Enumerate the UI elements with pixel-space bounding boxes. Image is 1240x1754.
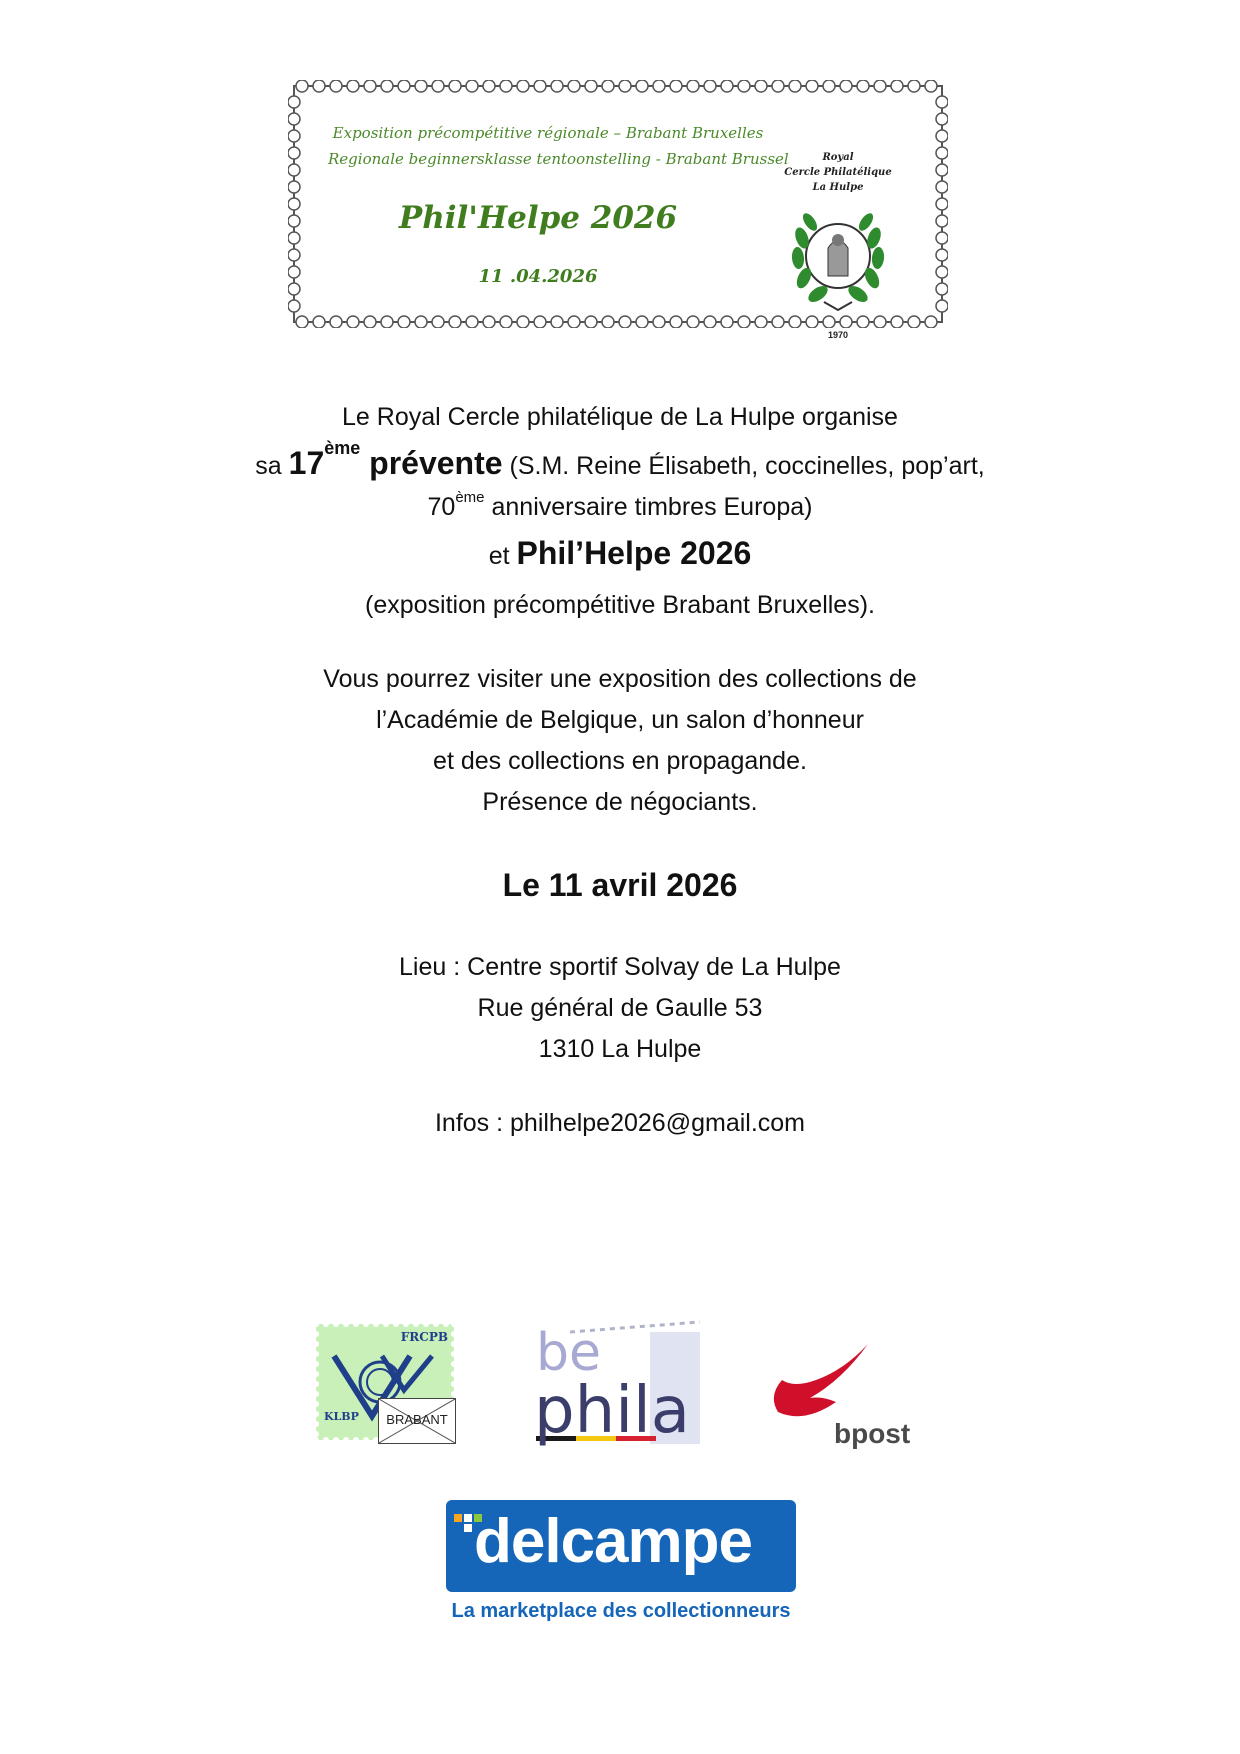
perforation bbox=[288, 164, 300, 176]
perforation bbox=[333, 1437, 339, 1443]
perforation bbox=[296, 316, 308, 328]
event-date-heading: Le 11 avril 2026 bbox=[502, 867, 738, 903]
perforation bbox=[936, 300, 948, 312]
perforation bbox=[772, 316, 784, 328]
perforation bbox=[343, 1321, 349, 1327]
perforation bbox=[823, 80, 835, 92]
stamp-subtitle-nl: Regionale beginnersklasse tentoonstelling - Brabant Brussel bbox=[328, 150, 789, 168]
perforation bbox=[936, 147, 948, 159]
delcampe-tagline: La marketplace des collectionneurs bbox=[451, 1600, 791, 1622]
perforation bbox=[347, 316, 359, 328]
bephila-logo bbox=[530, 1312, 708, 1452]
perforation bbox=[313, 1421, 319, 1427]
perforation bbox=[330, 80, 342, 92]
perforation bbox=[451, 1391, 457, 1397]
klbp-label: KLBP bbox=[324, 1410, 359, 1423]
perforation bbox=[288, 147, 300, 159]
perforation bbox=[381, 80, 393, 92]
intro-line-5: (exposition précompétitive Brabant Bruxelles). bbox=[365, 591, 875, 619]
bpost-logo bbox=[764, 1340, 934, 1450]
perforation bbox=[936, 198, 948, 210]
perforation bbox=[288, 215, 300, 227]
perforation bbox=[936, 232, 948, 244]
perforation bbox=[936, 181, 948, 193]
perforation bbox=[517, 316, 529, 328]
perforation bbox=[432, 316, 444, 328]
perforation bbox=[330, 316, 342, 328]
perforation bbox=[288, 249, 300, 261]
frcpb-logo bbox=[312, 1320, 458, 1444]
perforation bbox=[517, 80, 529, 92]
perforation bbox=[398, 80, 410, 92]
perforation bbox=[738, 316, 750, 328]
perforation bbox=[585, 316, 597, 328]
perforation bbox=[347, 80, 359, 92]
intro-line-2-prefix: sa bbox=[255, 452, 289, 480]
perforation bbox=[908, 316, 920, 328]
brabant-badge bbox=[378, 1398, 456, 1444]
perforation bbox=[755, 80, 767, 92]
perforation bbox=[500, 80, 512, 92]
bpost-horn-icon bbox=[764, 1340, 874, 1420]
perforation bbox=[534, 80, 546, 92]
perforation bbox=[636, 80, 648, 92]
stamp-event-title: Phil'Helpe 2026 bbox=[398, 200, 678, 236]
delcampe-badge bbox=[446, 1500, 796, 1592]
perforation bbox=[721, 316, 733, 328]
prevente-number-suffix: ème bbox=[324, 438, 361, 459]
perforation bbox=[313, 1431, 319, 1437]
perforation bbox=[288, 96, 300, 108]
perforation bbox=[653, 80, 665, 92]
perforation bbox=[313, 1381, 319, 1387]
perforation bbox=[313, 1331, 319, 1337]
bephila-phila-text: phila bbox=[534, 1374, 690, 1448]
perforation bbox=[432, 80, 444, 92]
perforation bbox=[288, 198, 300, 210]
visit-line-1: Vous pourrez visiter une exposition des collections de bbox=[323, 665, 917, 693]
perforation bbox=[313, 1411, 319, 1417]
perforation bbox=[466, 316, 478, 328]
europa-text: anniversaire timbres Europa) bbox=[484, 493, 813, 521]
perforation bbox=[789, 80, 801, 92]
perforation bbox=[704, 316, 716, 328]
perforation bbox=[936, 283, 948, 295]
perforation bbox=[451, 1351, 457, 1357]
perforation bbox=[936, 96, 948, 108]
delcampe-logo bbox=[446, 1500, 796, 1630]
bephila-stamp-icon bbox=[530, 1312, 708, 1452]
perforation bbox=[288, 232, 300, 244]
perforation bbox=[755, 316, 767, 328]
perforation bbox=[891, 80, 903, 92]
perforation bbox=[874, 80, 886, 92]
perforation bbox=[313, 1321, 319, 1327]
perforation bbox=[313, 1437, 319, 1443]
perforation bbox=[840, 80, 852, 92]
perforation bbox=[288, 266, 300, 278]
perforation bbox=[451, 1331, 457, 1337]
perforation bbox=[313, 1401, 319, 1407]
perforation bbox=[721, 80, 733, 92]
prevente-number bbox=[288, 438, 361, 481]
perforation bbox=[653, 316, 665, 328]
perforation bbox=[383, 1321, 389, 1327]
brabant-label: BRABANT bbox=[386, 1412, 448, 1427]
perforation bbox=[449, 80, 461, 92]
perforation bbox=[936, 113, 948, 125]
perforation bbox=[636, 316, 648, 328]
perforation bbox=[602, 316, 614, 328]
perforation bbox=[772, 80, 784, 92]
intro-line-4 bbox=[0, 534, 1240, 572]
perforation bbox=[313, 1341, 319, 1347]
visit-line-3: et des collections en propagande. bbox=[433, 747, 807, 775]
perforation bbox=[936, 164, 948, 176]
perforation bbox=[296, 80, 308, 92]
perforation bbox=[433, 1321, 439, 1327]
perforation bbox=[313, 316, 325, 328]
perforation bbox=[936, 130, 948, 142]
perforation bbox=[343, 1437, 349, 1443]
perforation bbox=[936, 249, 948, 261]
perforation bbox=[551, 316, 563, 328]
perforation bbox=[313, 1371, 319, 1377]
bephila-be-text: be bbox=[536, 1323, 601, 1383]
intro-line-1: Le Royal Cercle philatélique de La Hulpe organise bbox=[342, 403, 898, 431]
perforation bbox=[936, 215, 948, 227]
perforation bbox=[806, 80, 818, 92]
bpost-wordmark: bpost bbox=[834, 1418, 911, 1449]
perforation bbox=[288, 300, 300, 312]
perforation bbox=[415, 316, 427, 328]
perforation bbox=[353, 1321, 359, 1327]
perforation bbox=[313, 1391, 319, 1397]
perforation bbox=[313, 1351, 319, 1357]
perforation bbox=[451, 1341, 457, 1347]
prevente-number-value: 17 bbox=[288, 445, 325, 481]
perforation bbox=[288, 113, 300, 125]
perforation bbox=[363, 1437, 369, 1443]
stamp-subtitle-fr: Exposition précompétitive régionale – Brabant Bruxelles bbox=[332, 124, 764, 142]
club-emblem bbox=[758, 152, 918, 340]
perforation bbox=[364, 316, 376, 328]
perforation bbox=[398, 316, 410, 328]
venue-line-1: Lieu : Centre sportif Solvay de La Hulpe bbox=[399, 953, 841, 981]
perforation bbox=[466, 80, 478, 92]
perforation bbox=[373, 1321, 379, 1327]
frcpb-label: FRCPB bbox=[400, 1330, 448, 1344]
perforation bbox=[568, 316, 580, 328]
perforation bbox=[451, 1321, 457, 1327]
delcampe-wordmark: delcampe bbox=[474, 1507, 753, 1576]
perforation bbox=[483, 316, 495, 328]
perforation bbox=[619, 316, 631, 328]
perforation bbox=[925, 80, 937, 92]
laurel-wreath-icon bbox=[788, 198, 888, 328]
perforation bbox=[451, 1361, 457, 1367]
intro-line-3 bbox=[0, 488, 1240, 522]
perforation bbox=[483, 80, 495, 92]
perforation bbox=[413, 1321, 419, 1327]
prevente-themes: (S.M. Reine Élisabeth, coccinelles, pop’art, bbox=[502, 452, 985, 480]
venue-city: 1310 La Hulpe bbox=[538, 1035, 702, 1063]
perforation bbox=[891, 316, 903, 328]
perforation bbox=[381, 316, 393, 328]
club-emblem-year: 1970 bbox=[827, 330, 849, 340]
perforation bbox=[908, 80, 920, 92]
perforation bbox=[353, 1437, 359, 1443]
perforation bbox=[936, 266, 948, 278]
perforation bbox=[500, 316, 512, 328]
perforation bbox=[333, 1321, 339, 1327]
club-emblem-line3: La Hulpe bbox=[812, 182, 864, 193]
stamp-date: 11 .04.2026 bbox=[478, 266, 598, 287]
club-emblem-line1: Royal bbox=[822, 152, 854, 163]
perforation bbox=[423, 1321, 429, 1327]
perforation bbox=[451, 1371, 457, 1377]
perforation bbox=[313, 80, 325, 92]
perforation bbox=[288, 283, 300, 295]
perforation bbox=[449, 316, 461, 328]
perforation bbox=[738, 80, 750, 92]
perforation bbox=[313, 1361, 319, 1367]
visit-line-4: Présence de négociants. bbox=[482, 788, 758, 816]
perforation bbox=[602, 80, 614, 92]
perforation bbox=[393, 1321, 399, 1327]
perforation bbox=[670, 316, 682, 328]
perforation bbox=[585, 80, 597, 92]
perforation bbox=[415, 80, 427, 92]
perforation bbox=[534, 316, 546, 328]
perforation bbox=[670, 80, 682, 92]
perforation bbox=[619, 80, 631, 92]
philhelpe-title: Phil’Helpe 2026 bbox=[516, 535, 752, 571]
perforation bbox=[363, 1321, 369, 1327]
europa-number: 70 bbox=[427, 493, 456, 521]
perforation bbox=[687, 80, 699, 92]
intro-line-2 bbox=[0, 438, 1240, 482]
visit-line-2: l’Académie de Belgique, un salon d’honneur bbox=[376, 706, 864, 734]
perforation bbox=[704, 80, 716, 92]
perforation bbox=[551, 80, 563, 92]
prevente-label: prévente bbox=[360, 445, 503, 481]
infos-email[interactable]: Infos : philhelpe2026@gmail.com bbox=[434, 1109, 806, 1137]
club-emblem-line2: Cercle Philatélique bbox=[784, 167, 892, 178]
perforation bbox=[925, 316, 937, 328]
perforation bbox=[857, 80, 869, 92]
perforation bbox=[323, 1321, 329, 1327]
perforation bbox=[568, 80, 580, 92]
perforation bbox=[288, 181, 300, 193]
intro-line-4-prefix: et bbox=[488, 542, 517, 570]
perforation bbox=[323, 1437, 329, 1443]
perforation bbox=[364, 80, 376, 92]
venue-address: Rue général de Gaulle 53 bbox=[477, 994, 763, 1022]
perforation bbox=[288, 130, 300, 142]
perforation bbox=[451, 1381, 457, 1387]
stamp-header bbox=[288, 80, 948, 340]
perforation bbox=[443, 1321, 449, 1327]
perforation bbox=[403, 1321, 409, 1327]
perforation bbox=[687, 316, 699, 328]
europa-suffix: ème bbox=[455, 488, 485, 506]
